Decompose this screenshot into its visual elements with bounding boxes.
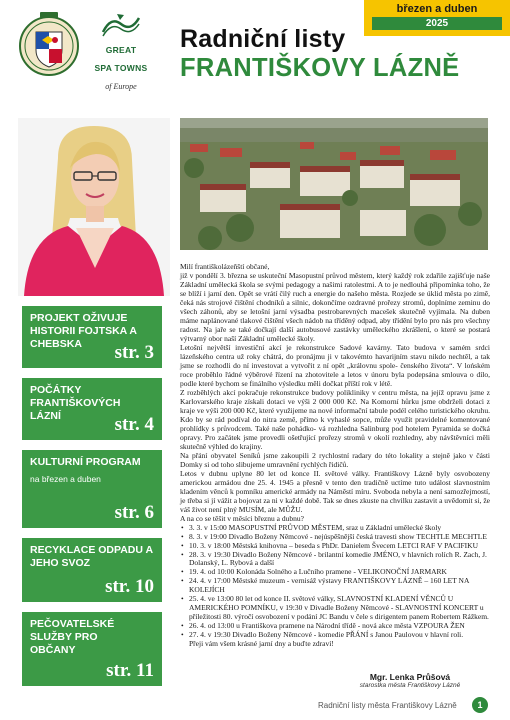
- footer-publication: Radniční listy města Františkovy Lázně: [318, 701, 457, 710]
- partner-line-3: of Europe: [105, 82, 137, 91]
- sidebar-box-title: POČÁTKY FRANTIŠKOVÝCH LÁZNÍ: [30, 384, 121, 422]
- sidebar-box-page: str. 10: [105, 576, 154, 597]
- partner-line-1: GREAT: [105, 45, 137, 55]
- sidebar-box-fojtsko[interactable]: [22, 306, 162, 368]
- letter-closing: Přeji vám všem krásné jarní dny a buďte zdraví!: [189, 639, 334, 649]
- letter-greeting: Milí františkolázeňští občané,: [180, 262, 270, 271]
- sidebar-box-kulturni-program[interactable]: [22, 450, 162, 528]
- sidebar-box-page: str. 3: [114, 342, 154, 363]
- town-crest-logo: [18, 10, 80, 80]
- event-item: • 8. 3. v 19:00 Divadlo Boženy Němcové - nejúspěšnější česká travesti show TECHTLE MECHTLE: [180, 532, 490, 541]
- page-number-badge: 1: [472, 697, 488, 713]
- aerial-town-photo: [180, 118, 488, 250]
- signature-name: Mgr. Lenka Průšová: [369, 672, 451, 682]
- letter-paragraph: A na co se těšit v měsíci březnu a dubnu?: [180, 513, 304, 523]
- letter-paragraph: Z rozběhlých akcí pokračuje rekonstrukce budovy polikliniky v centru města, na jejíž opravu jsme z Karlovarského kraje získali dotaci ve výši 2 000 000 Kč. Na Komorní hůrku jsme obdrželi dotaci z kraje ve výši 200 000 Kč, které využijeme na nové informační tabule podél celého turistického okruhu. Kdo by se rád podíval do nitra země, přímo k vyhaslé sopce, může využít pravidelné komentované prohlídky s průvodcem. Také naše pohádko- vá rozhledna Salinburg pod hotelem Pyramida se dočká opravy. Pro začátek jsme provedli ošetřující prořezy stromů v okolí rozhledny, aby návštěvníci měli skutečně výhled do krajiny.: [180, 387, 490, 451]
- mayor-portrait-photo: [18, 118, 170, 296]
- event-item: • 25. 4. ve 13:00 80 let od konce II. světové války, SLAVNOSTNÍ KLADENÍ VĚNCŮ U AMERICKÉHO POMNÍKU, v 19:30 v Divadle Boženy Němcové - SLAVNOSTNÍ KONCERT u příležitosti 80. výročí osvobození v podání JC Bandu v čele s dirigentem panem Robertem Rážkem.: [180, 594, 490, 621]
- publication-title: Radniční listy: [180, 25, 346, 53]
- issue-months: březen a duben: [396, 3, 478, 15]
- event-item: • 10. 3. v 18:00 Městská knihovna – beseda s PhDr. Danielem Švecem LETCI RAF V PACIFIKU: [180, 541, 490, 550]
- sidebar-box-page: str. 11: [106, 660, 154, 681]
- letter-paragraph: Na přání obyvatel Seníků jsme zakoupili 2 rychlostní radary do této lokality a stejně jako v části Domky si od toho slibujeme umravnění rychlých řidičů.: [180, 450, 490, 469]
- issue-year: 2025: [372, 17, 502, 30]
- sidebar-box-title: KULTURNÍ PROGRAM: [30, 456, 141, 468]
- sidebar-box-recyklace[interactable]: [22, 538, 162, 602]
- partner-line-2: SPA TOWNS: [94, 63, 148, 73]
- event-item: • 19. 4. od 10:00 Kolonáda Solného a Lučního pramene - VELIKONOČNÍ JARMARK: [180, 567, 490, 576]
- letter-paragraph: Letošní největší investiční akcí je rekonstrukce Sadové kavárny. Tato budova v samém srdci lázeňského centra už roky chátrá, do pronájmu ji v takovémto havarijním stavu nikdo nechtěl, a tak jsme se rozhodli do ní investovat a vytvořit z ní opět „královnu spole- čenského života“. V lońském roce proběhlo řádné výběrové řízení na zhotovitele a letos v únoru byla podepsána smlouva o dílo, podle které bychom se finálního výsledku měli dočkat příští rok v létě.: [180, 342, 490, 388]
- event-item: • 27. 4. v 19:30 Divadlo Boženy Němcové - komedie PŘÁNÍ s Janou Paulovou v hlavní roli.: [180, 630, 490, 639]
- sidebar-box-pocatky[interactable]: [22, 378, 162, 440]
- spa-wave-icon: [99, 12, 143, 38]
- sidebar-box-title: PEČOVATELSKÉ SLUŽBY PRO OBČANY: [30, 618, 115, 656]
- letter-paragraph: již v pondělí 3. března se uskuteční Masopustní průvod městem, který každý rok zdařile zajišťuje naše Základní umělecká škola se svými pedagogy a našimi ratolestmi. A to je nedlouhá připomínka toho, že se blíží i jarní den. Opět se vrátí čilý ruch a energie do našeho města. Rozjede se úklid města po zimě, čeká nás strojové čištění chodníků a silnic, dokončíme ozdravné prořezy stromů, doplníme zeminu do všech záhonů, aby se letošní jarní výsadba pestrobarevných macešek skutečně vyjímala. Na duben máme naplánované tlakové čištění všech nádob na tříděný odpad, aby třídění bylo pro nás pro všechny radost. Na jaře se také dočkají další autobusové zastávky uměleckého zkrášlení, o které se postará výtvarný obor naší Základní umělecké školy.: [180, 270, 490, 343]
- mayor-letter: [180, 262, 490, 648]
- sidebar-box-page: str. 6: [114, 502, 154, 523]
- great-spa-towns-logo: [90, 12, 152, 94]
- sidebar-box-title: PROJEKT OŽIVUJE HISTORII FOJTSKA A CHEBSKA: [30, 312, 137, 350]
- city-title: FRANTIŠKOVY LÁZNĚ: [180, 54, 460, 82]
- letter-paragraph: Letos v dubnu uplyne 80 let od konce II. světové války. Františkovy Lázně byly osvobozeny americkou armádou dne 25. 4. 1945 a přesně v tento den tradičně uctíme tuto událost slavnostním kladením věnců k pomníku americké armády na Náměstí míru. Svoboda nebyla a není samozřejmostí, je třeba si jí vážit a bojovat za ni v každé době. Tak se dnes zkuste na chvilku zastavit a uvědomit si, že váš život není plný MUSÍM, ale MŮŽU.: [180, 468, 490, 514]
- sidebar-box-subtitle: na březen a duben: [30, 474, 101, 484]
- event-list: [180, 523, 490, 640]
- issue-badge: [364, 0, 510, 36]
- event-item: • 26. 4. od 13:00 u Františkova pramene na Národní třídě - nová akce města VZPOURA ŽEN: [180, 621, 490, 630]
- event-item: • 28. 3. v 19:30 Divadlo Boženy Němcové - brilantní komedie JMÉNO, v hlavních rolích R. Zach, J. Dolanský, L. Rybová a další: [180, 550, 490, 568]
- sidebar-box-title: RECYKLACE ODPADU A JEHO SVOZ: [30, 544, 153, 569]
- event-item: • 3. 3. v 15:00 MASOPUSTNÍ PRŮVOD MĚSTEM, sraz u Základní umělecké školy: [180, 523, 490, 532]
- signature-role: starostka města Františkovy Lázně: [359, 682, 461, 689]
- sidebar-box-page: str. 4: [114, 414, 154, 435]
- sidebar-box-pecovatelske[interactable]: [22, 612, 162, 686]
- event-item: • 24. 4. v 17:00 Městské muzeum - vernisáž výstavy FRANTIŠKOVY LÁZNĚ – 160 LET NA KOLEJÍCH: [180, 576, 490, 594]
- signature-block: [330, 672, 490, 689]
